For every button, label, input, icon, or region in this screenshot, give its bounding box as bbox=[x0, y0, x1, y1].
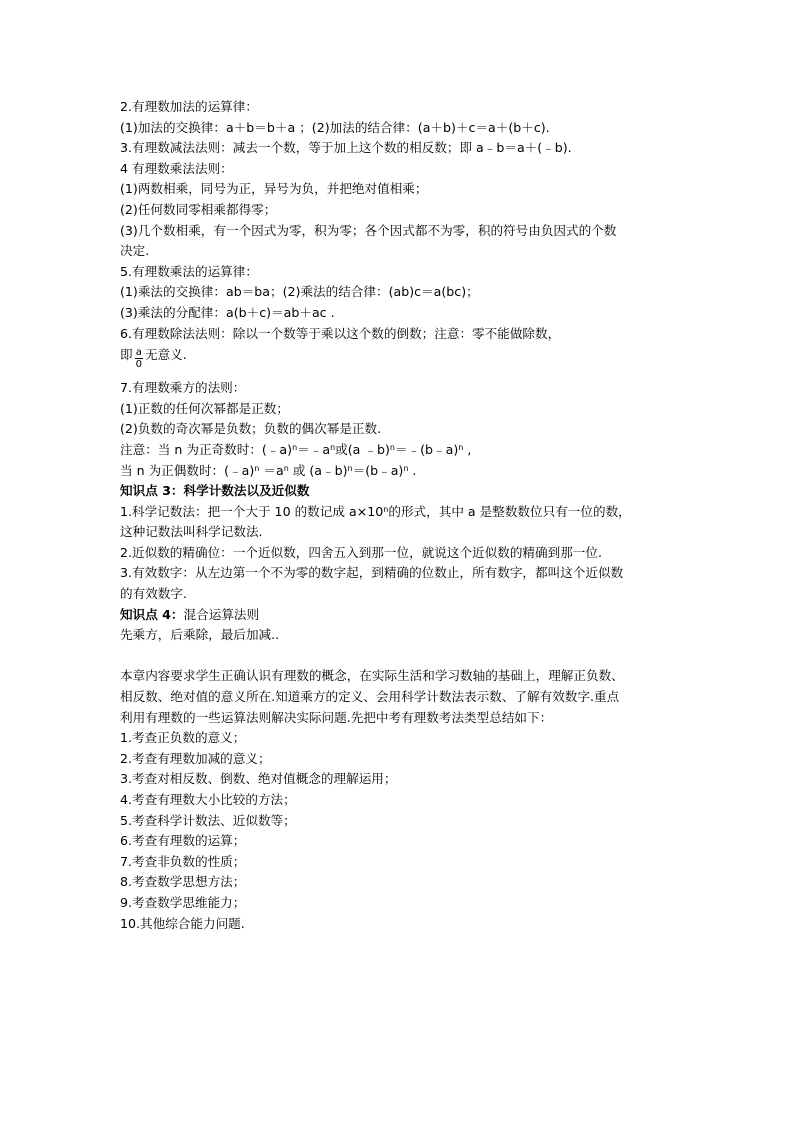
text-line: 相反数、绝对值的意义所在.知道乘方的定义、会用科学计数法表示数、了解有效数字.重点 bbox=[120, 689, 620, 705]
text-line: (1)两数相乘，同号为正，异号为负，并把绝对值相乘； bbox=[120, 181, 428, 197]
fraction bbox=[135, 347, 143, 370]
text-line: (3)几个数相乘，有一个因式为零，积为零；各个因式都不为零，积的符号由负因式的个数 bbox=[120, 222, 617, 238]
list-item: 10.其他综合能力问题. bbox=[120, 915, 245, 931]
exponent: n bbox=[283, 463, 289, 473]
scientific-notation-line bbox=[120, 502, 680, 523]
text-line: 2.近似数的精确位：一个近似数，四舍五入到那一位，就说这个近似数的精确到那一位. bbox=[120, 544, 602, 560]
kp4-title-rest: 混合运算法则 bbox=[183, 606, 260, 622]
text-line: 利用有理数的一些运算法则解决实际问题.先把中考有理数考法类型总结如下： bbox=[120, 709, 553, 725]
list-item: 4.考查有理数大小比较的方法； bbox=[120, 792, 296, 807]
list-item: 3.考查对相反数、倒数、绝对值概念的理解运用； bbox=[120, 771, 397, 787]
fraction-line bbox=[120, 344, 680, 378]
text-line: 6.有理数除法法则：除以一个数等于乘以这个数的倒数；注意：零不能做除数， bbox=[120, 325, 561, 341]
note-odd-part: , bbox=[463, 441, 472, 457]
text-line: (1)加法的交换律：a＋b＝b＋a ；(2)加法的结合律：(a＋b)＋c＝a＋(b＋c). bbox=[120, 119, 550, 135]
rules-block-1 bbox=[120, 97, 680, 344]
text-line: 决定. bbox=[120, 243, 150, 259]
fraction-numerator: a bbox=[135, 347, 142, 359]
note-odd-part: 或(a ﹣b) bbox=[335, 441, 390, 457]
fraction-denominator: 0 bbox=[135, 359, 142, 371]
text-line: (1)乘法的交换律：ab＝ba；(2)乘法的结合律：(ab)c＝a(bc)； bbox=[120, 284, 479, 300]
text-line: 5.有理数乘法的运算律： bbox=[120, 263, 258, 279]
knowledge-point-4-title bbox=[120, 605, 680, 626]
exponent: n bbox=[254, 463, 260, 473]
kp4-text: 先乘方，后乘除，最后加减.. bbox=[120, 627, 280, 643]
text-line: 3.有理数减法法则：减去一个数，等于加上这个数的相反数；即 a﹣b＝a＋(﹣b). bbox=[120, 140, 572, 156]
knowledge-point-3-title: 知识点 3：科学计数法以及近似数 bbox=[120, 483, 310, 499]
text-line: (3)乘法的分配律：a(b＋c)＝ab＋ac . bbox=[120, 304, 335, 320]
note-even-part: 或 (a﹣b) bbox=[288, 462, 348, 478]
rules-block-2 bbox=[120, 378, 680, 440]
list-item: 8.考查数学思想方法； bbox=[120, 874, 246, 890]
list-item: 5.考查科学计数法、近似数等； bbox=[120, 812, 296, 828]
exponent: n bbox=[389, 442, 395, 452]
exam-types-list bbox=[120, 728, 680, 934]
note-odd-part: ＝﹣(b﹣a) bbox=[394, 441, 459, 457]
exponent: n bbox=[383, 504, 389, 514]
text-line: 本章内容要求学生正确认识有理数的概念，在实际生活和学习数轴的基础上，理解正负数、 bbox=[120, 668, 624, 684]
text-line: 2.有理数加法的运算律： bbox=[120, 99, 258, 114]
paragraph-gap bbox=[120, 646, 680, 667]
list-item: 9.考查数学思维能力； bbox=[120, 894, 246, 910]
text-line: 的有效数字. bbox=[120, 586, 187, 602]
list-item: 1.考查正负数的意义； bbox=[120, 730, 246, 746]
exponent: n bbox=[458, 442, 464, 452]
document-page bbox=[120, 97, 680, 934]
note-even-part: ＝a bbox=[259, 462, 284, 478]
rules-block-3 bbox=[120, 522, 680, 604]
scientific-notation-part: 1.科学记数法：把一个大于 10 的数记成 a×10 bbox=[120, 503, 384, 519]
note-odd-line bbox=[120, 440, 680, 461]
text-line: (2)负数的奇次幂是负数；负数的偶次幂是正数. bbox=[120, 421, 382, 437]
note-even-line bbox=[120, 461, 680, 482]
exponent: n bbox=[330, 442, 336, 452]
summary-paragraph bbox=[120, 666, 680, 728]
list-item: 7.考查非负数的性质； bbox=[120, 853, 246, 869]
exponent: n bbox=[292, 442, 298, 452]
note-even-part: ＝(b﹣a) bbox=[352, 462, 404, 478]
fraction-prefix: 即 bbox=[120, 347, 133, 363]
fraction-suffix: 无意义. bbox=[144, 347, 187, 363]
text-line: 4 有理数乘法法则： bbox=[120, 160, 233, 176]
note-odd-part: 注意：当 n 为正奇数时：(﹣a) bbox=[120, 441, 293, 457]
text-line: 3.有效数字：从左边第一个不为零的数字起，到精确的位数止，所有数字，都叫这个近似数 bbox=[120, 565, 624, 581]
scientific-notation-part: 的形式，其中 a 是整数数位只有一位的数， bbox=[388, 503, 631, 519]
exponent: n bbox=[347, 463, 353, 473]
note-odd-part: ＝﹣a bbox=[297, 441, 331, 457]
text-line: (2)任何数同零相乘都得零； bbox=[120, 201, 277, 217]
kp4-title-bold: 知识点 4： bbox=[120, 606, 184, 622]
list-item: 2.考查有理数加减的意义； bbox=[120, 750, 271, 766]
exponent: n bbox=[403, 463, 409, 473]
note-even-part: . bbox=[408, 462, 417, 478]
text-line: (1)正数的任何次幂都是正数； bbox=[120, 400, 289, 416]
text-line: 7.有理数乘方的法则： bbox=[120, 380, 246, 396]
note-even-part: 当 n 为正偶数时：(﹣a) bbox=[120, 462, 255, 478]
text-line: 这种记数法叫科学记数法. bbox=[120, 524, 263, 540]
list-item: 6.考查有理数的运算； bbox=[120, 833, 246, 849]
